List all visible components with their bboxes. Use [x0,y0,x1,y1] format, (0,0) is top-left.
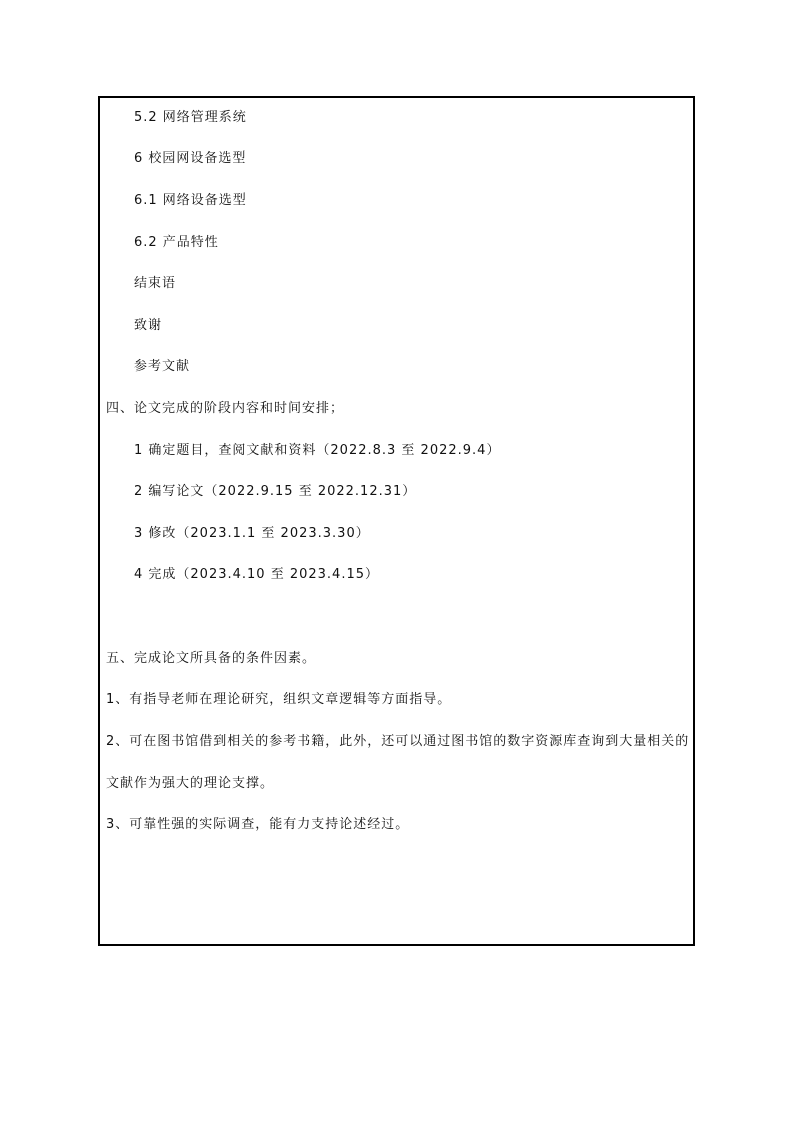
outline-acknowledgement: 致谢 [134,318,163,333]
outline-item-6-2: 6.2 产品特性 [134,235,219,250]
stage-item: 3 修改（2023.1.1 至 2023.3.30） [134,526,370,541]
section-four-heading: 四、论文完成的阶段内容和时间安排； [106,401,345,416]
condition-item: 3、可靠性强的实际调查，能有力支持论述经过。 [106,817,410,832]
stage-item: 2 编写论文（2022.9.15 至 2022.12.31） [134,484,417,499]
stage-item: 1 确定题目，查阅文献和资料（2022.8.3 至 2022.9.4） [134,443,501,458]
condition-item: 2、可在图书馆借到相关的参考书籍，此外，还可以通过图书馆的数字资源库查询到大量相关的 [106,734,690,749]
outline-references: 参考文献 [134,359,191,374]
outline-conclusion: 结束语 [134,276,177,291]
condition-item: 1、有指导老师在理论研究，组织文章逻辑等方面指导。 [106,692,452,707]
outline-item-6: 6 校园网设备选型 [134,151,247,166]
stage-item: 4 完成（2023.4.10 至 2023.4.15） [134,567,379,582]
outline-item-5-2: 5.2 网络管理系统 [134,110,247,125]
outline-item-6-1: 6.1 网络设备选型 [134,193,247,208]
section-five-heading: 五、完成论文所具备的条件因素。 [106,651,317,666]
condition-item-continued: 文献作为强大的理论支撑。 [106,776,275,791]
